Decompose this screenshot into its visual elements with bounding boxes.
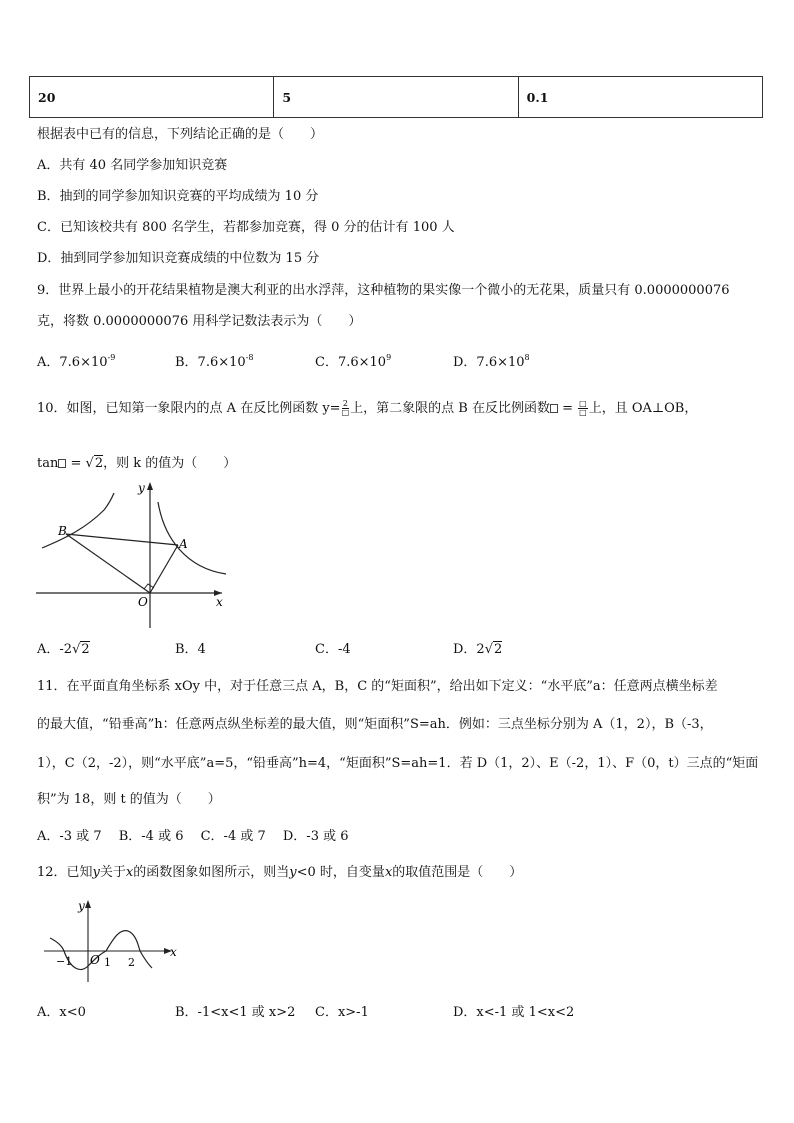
q11-stem-line3: 1），C（2，-2），则“水平底”a=5，“铅垂高”h=4，“矩面积”S=ah=1．若 D（1，2）、E（-2，1）、F（0，t）三点的“矩面 <box>37 756 759 771</box>
q10-figure <box>36 478 232 630</box>
q12-option-c: C．x>-1 <box>315 1005 369 1020</box>
axis-label-y: y <box>138 481 145 495</box>
q8-option-d: D．抽到同学参加知识竞赛成绩的中位数为 15 分 <box>37 251 320 266</box>
table-cell: 20 <box>30 77 274 118</box>
point-a-label: A <box>179 537 188 551</box>
q8-option-b: B．抽到的同学参加知识竞赛的平均成绩为 10 分 <box>37 189 319 204</box>
q12-option-d: D．x<-1 或 1<x<2 <box>453 1005 575 1020</box>
axis-label-x: x <box>170 945 177 959</box>
tick-label-1: 1 <box>104 956 111 969</box>
q9-stem-line2: 克，将数 0.0000000076 用科学记数法表示为（ ） <box>37 314 362 329</box>
q10-stem-line2: tan = √2，则 k 的值为（ ） <box>37 456 237 471</box>
tick-label-2: 2 <box>128 956 135 969</box>
q11-stem-line4: 积”为 18，则 t 的值为（ ） <box>37 792 221 807</box>
point-b-label: B <box>58 524 67 538</box>
q11-stem-line2: 的最大值，“铅垂高”h：任意两点纵坐标差的最大值，则“矩面积”S=ah．例如：三点坐标分别为 A（1，2），B（-3， <box>37 717 713 732</box>
missing-glyph-box <box>58 459 66 468</box>
fraction: $\frac{2}{□}$ <box>341 399 350 417</box>
q8-stem: 根据表中已有的信息，下列结论正确的是（ ） <box>37 127 324 142</box>
missing-glyph-box <box>550 404 558 413</box>
q9-option-a: A．$7.6\times 10^{-9}$ <box>37 353 116 370</box>
tick-label-neg1: −1 <box>56 955 73 968</box>
axis-label-x: x <box>216 595 223 609</box>
q12-stem: 12．已知y关于x的函数图象如图所示，则当y<0 时，自变量x的取值范围是（ ） <box>37 865 523 880</box>
table-cell: 5 <box>274 77 518 118</box>
q10-stem-line1: 10．如图，已知第一象限内的点 A 在反比例函数 y= $\frac{2}{□}$ 上，第二象限的点 B 在反比例函数 = $\frac{□}{□}$ 上，且 OA⊥OB， <box>37 399 698 417</box>
q11-stem-line1: 11．在平面直角坐标系 xOy 中，对于任意三点 A，B，C 的“矩面积”，给出如下定义：“水平底”a：任意两点横坐标差 <box>37 679 718 694</box>
q12-option-a: A．x<0 <box>37 1005 86 1020</box>
table-cell: 0.1 <box>518 77 762 118</box>
q8-option-c: C．已知该校共有 800 名学生，若都参加竞赛，得 0 分的估计有 100 人 <box>37 220 455 235</box>
q9-option-d: D．$7.6\times 10^8$ <box>453 353 530 370</box>
q9-option-c: C．$7.6\times 10^9$ <box>315 353 392 370</box>
q10-option-d: D．2√2 <box>453 642 503 657</box>
q10-option-a: A．-2√2 <box>37 642 90 657</box>
fraction: $\frac{□}{□}$ <box>579 399 587 417</box>
origin-label: O <box>138 595 148 609</box>
q9-option-b: B．$7.6\times 10^{-8}$ <box>175 353 254 370</box>
q8-option-a: A．共有 40 名同学参加知识竞赛 <box>37 158 228 173</box>
q11-options: A．-3 或 7 B．-4 或 6 C．-4 或 7 D．-3 或 6 <box>37 829 349 844</box>
q10-option-c: C．-4 <box>315 642 351 657</box>
q12-option-b: B．-1<x<1 或 x>2 <box>175 1005 296 1020</box>
origin-label: O <box>90 953 100 967</box>
frequency-table <box>29 76 763 118</box>
q12-figure <box>40 896 190 984</box>
table-row <box>30 77 763 118</box>
axis-label-y: y <box>78 899 85 913</box>
q10-option-b: B．4 <box>175 642 206 657</box>
q9-stem-line1: 9．世界上最小的开花结果植物是澳大利亚的出水浮萍，这种植物的果实像一个微小的无花果，质量只有 0.0000000076 <box>37 283 730 298</box>
